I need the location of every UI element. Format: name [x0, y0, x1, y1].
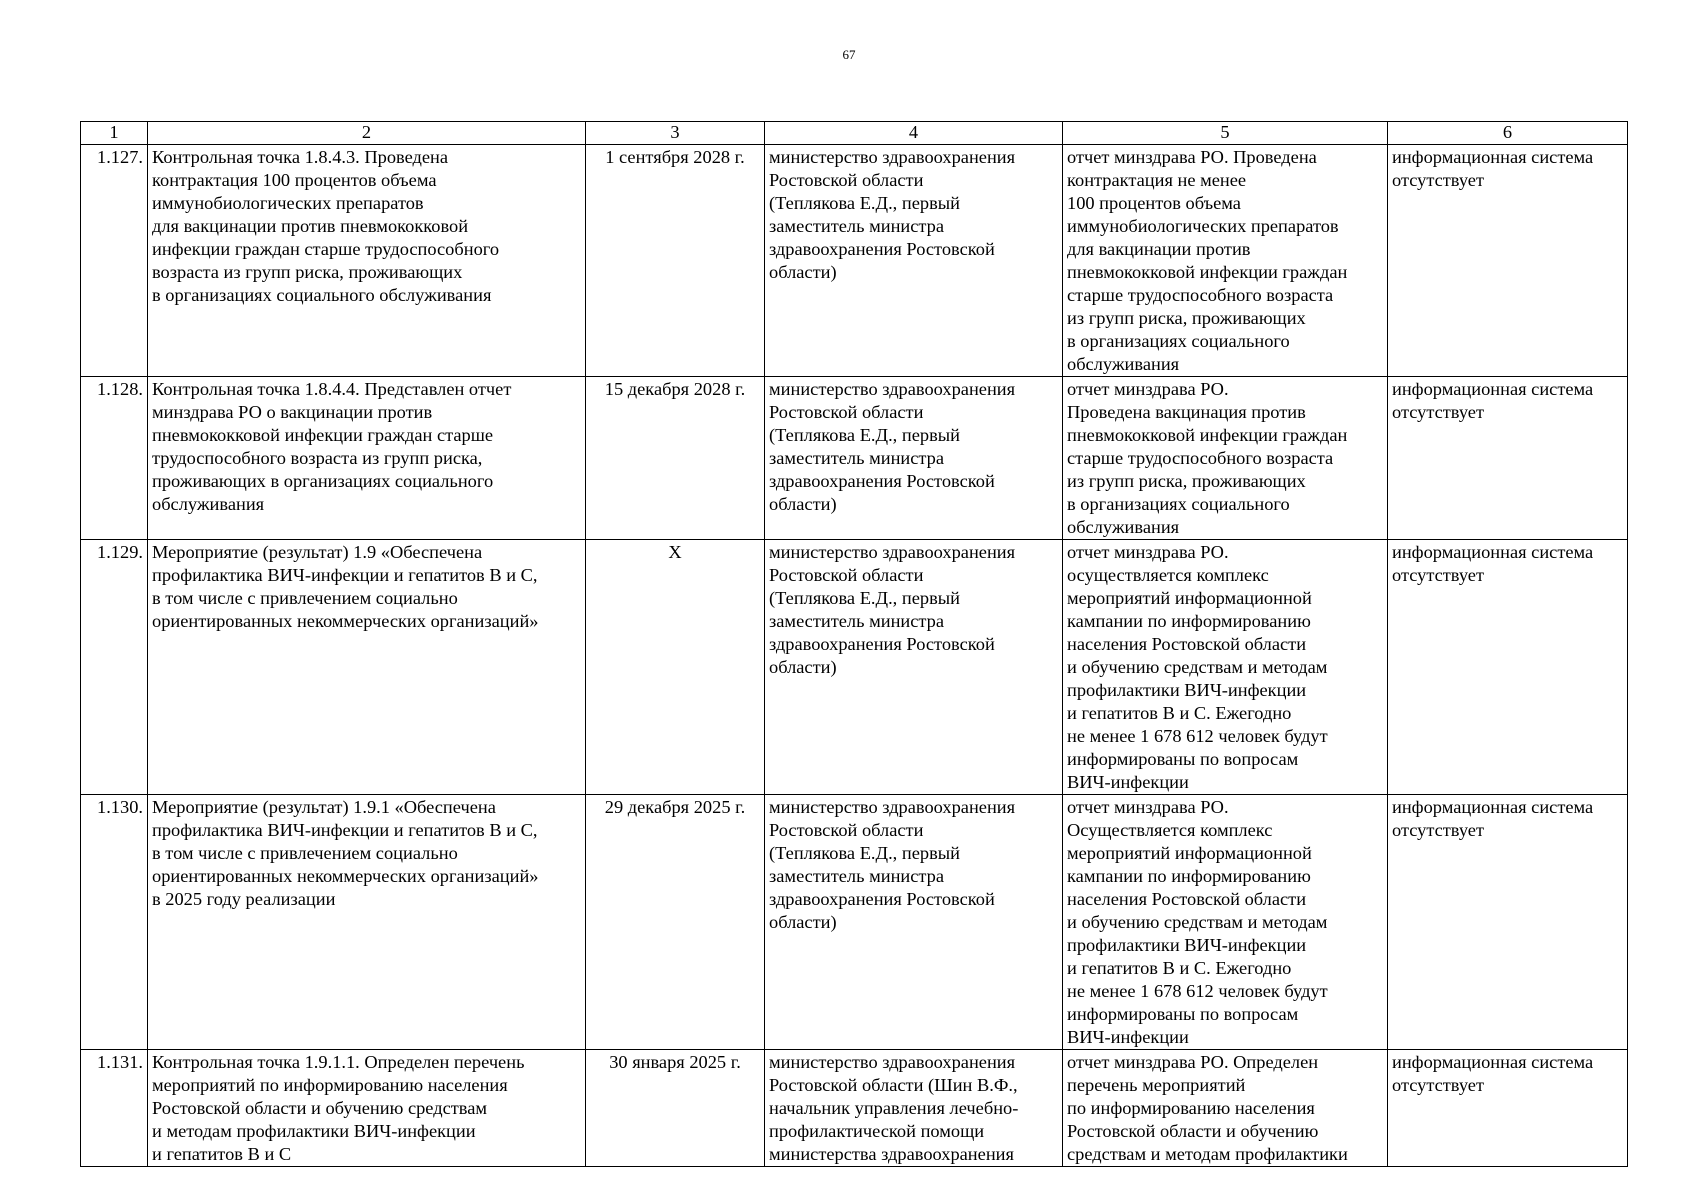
table-row [81, 377, 1628, 540]
description-cell: Мероприятие (результат) 1.9.1 «Обеспечена профилактика ВИЧ-инфекции и гепатитов В и С, в том числе с привлечением социально ориентированных некоммерческих организаций» в 2025 году реализации [148, 795, 586, 1050]
column-header: 3 [586, 122, 765, 145]
table-row [81, 540, 1628, 795]
page-number: 67 [842, 47, 856, 62]
column-header: 1 [81, 122, 148, 145]
column-header: 6 [1388, 122, 1628, 145]
date-cell: 1 сентября 2028 г. [586, 145, 765, 377]
result-cell: отчет минздрава РО. Проведена вакцинация против пневмококковой инфекции граждан старше трудоспособного возраста из групп риска, проживающих в организациях социального обслуживания [1063, 377, 1388, 540]
date-cell: 15 декабря 2028 г. [586, 377, 765, 540]
responsible-cell: министерство здравоохранения Ростовской области (Теплякова Е.Д., первый заместитель министра здравоохранения Ростовской области) [765, 795, 1063, 1050]
responsible-cell: министерство здравоохранения Ростовской области (Теплякова Е.Д., первый заместитель министра здравоохранения Ростовской области) [765, 145, 1063, 377]
column-header: 2 [148, 122, 586, 145]
description-cell: Контрольная точка 1.8.4.3. Проведена контрактация 100 процентов объема иммунобиологических препаратов для вакцинации против пневмококковой инфекции граждан старше трудоспособного возраста из групп риска, проживающих в организациях социального обслуживания [148, 145, 586, 377]
description-cell: Контрольная точка 1.8.4.4. Представлен отчет минздрава РО о вакцинации против пневмококковой инфекции граждан старше трудоспособного возраста из групп риска, проживающих в организациях социального обслуживания [148, 377, 586, 540]
info-system-cell: информационная система отсутствует [1388, 377, 1628, 540]
info-system-cell: информационная система отсутствует [1388, 1050, 1628, 1167]
row-number-cell: 1.131. [81, 1050, 148, 1167]
description-cell: Мероприятие (результат) 1.9 «Обеспечена профилактика ВИЧ-инфекции и гепатитов В и С, в том числе с привлечением социально ориентированных некоммерческих организаций» [148, 540, 586, 795]
date-cell: 30 января 2025 г. [586, 1050, 765, 1167]
description-cell: Контрольная точка 1.9.1.1. Определен перечень мероприятий по информированию населения Ростовской области и обучению средствам и методам профилактики ВИЧ-инфекции и гепатитов В и С [148, 1050, 586, 1167]
info-system-cell: информационная система отсутствует [1388, 795, 1628, 1050]
date-cell: 29 декабря 2025 г. [586, 795, 765, 1050]
table-row [81, 795, 1628, 1050]
result-cell: отчет минздрава РО. Проведена контрактация не менее 100 процентов объема иммунобиологических препаратов для вакцинации против пневмококковой инфекции граждан старше трудоспособного возраста из групп риска, проживающих в организациях социального обслуживания [1063, 145, 1388, 377]
column-header: 4 [765, 122, 1063, 145]
row-number-cell: 1.129. [81, 540, 148, 795]
responsible-cell: министерство здравоохранения Ростовской области (Теплякова Е.Д., первый заместитель министра здравоохранения Ростовской области) [765, 540, 1063, 795]
column-header: 5 [1063, 122, 1388, 145]
info-system-cell: информационная система отсутствует [1388, 145, 1628, 377]
result-cell: отчет минздрава РО. Определен перечень мероприятий по информированию населения Ростовской области и обучению средствам и методам профилактики [1063, 1050, 1388, 1167]
row-number-cell: 1.130. [81, 795, 148, 1050]
date-cell: Х [586, 540, 765, 795]
result-cell: отчет минздрава РО. осуществляется комплекс мероприятий информационной кампании по информированию населения Ростовской области и обучению средствам и методам профилактики ВИЧ-инфекции и гепатитов В и С. Ежегодно не менее 1 678 612 человек будут информированы по вопросам ВИЧ-инфекции [1063, 540, 1388, 795]
table-row [81, 1050, 1628, 1167]
result-cell: отчет минздрава РО. Осуществляется комплекс мероприятий информационной кампании по информированию населения Ростовской области и обучению средствам и методам профилактики ВИЧ-инфекции и гепатитов В и С. Ежегодно не менее 1 678 612 человек будут информированы по вопросам ВИЧ-инфекции [1063, 795, 1388, 1050]
responsible-cell: министерство здравоохранения Ростовской области (Шин В.Ф., начальник управления лечебно- профилактической помощи министерства здравоохранения [765, 1050, 1063, 1167]
table-row [81, 145, 1628, 377]
row-number-cell: 1.127. [81, 145, 148, 377]
row-number-cell: 1.128. [81, 377, 148, 540]
measures-table [80, 121, 1628, 1167]
table-header-row [81, 122, 1628, 145]
info-system-cell: информационная система отсутствует [1388, 540, 1628, 795]
responsible-cell: министерство здравоохранения Ростовской области (Теплякова Е.Д., первый заместитель министра здравоохранения Ростовской области) [765, 377, 1063, 540]
